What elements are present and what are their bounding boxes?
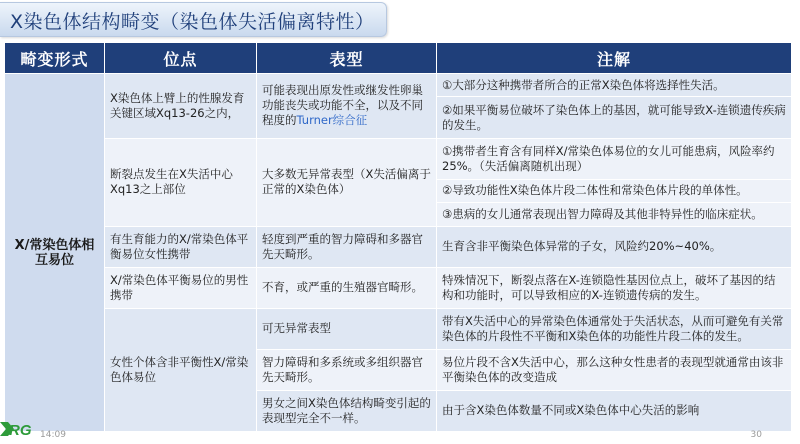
table-header-row <box>5 43 792 74</box>
turner-link[interactable]: Turner综合征 <box>296 113 368 128</box>
header-phenotype: 表型 <box>257 43 437 74</box>
note-cell: ①大部分这种携带者所合的正常X染色体将选择性失活。 <box>437 74 792 97</box>
page-number: 30 <box>750 430 762 440</box>
header-note: 注解 <box>437 43 792 74</box>
note-cell: 特殊情况下，断裂点落在X-连锁隐性基因位点上，破坏了基因的结构和功能时，可以导致相应的X-连锁遗传病的发生。 <box>437 267 792 308</box>
site-cell: 有生育能力的X/常染色体平衡易位女性携带 <box>105 226 257 267</box>
phenotype-cell: 轻度到严重的智力障碍和多器官先天畸形。 <box>257 226 437 267</box>
table-row <box>5 74 792 97</box>
note-cell: ③患病的女儿通常表现出智力障碍及其他非特异性的临床症状。 <box>437 203 792 226</box>
page-title: X染色体结构畸变（染色体失活偏离特性） <box>10 11 375 33</box>
aberration-table <box>4 42 792 432</box>
site-cell: X/常染色体平衡易位的男性携带 <box>105 267 257 308</box>
phenotype-cell: 可无异常表型 <box>257 308 437 349</box>
table-row <box>5 226 792 267</box>
note-cell: 生育含非平衡染色体异常的子女，风险约20%~40%。 <box>437 226 792 267</box>
note-cell: 由于含X染色体数量不同或X染色体中心失活的影响 <box>437 390 792 431</box>
svg-text:RG: RG <box>9 422 32 439</box>
site-cell: 女性个体含非平衡性X/常染色体易位 <box>105 308 257 431</box>
note-cell: ②导致功能性X染色体片段二体性和常染色体片段的单体性。 <box>437 179 792 202</box>
note-cell: 带有X失活中心的异常染色体通常处于失活状态，从而可避免有关常染色体的片段性不平衡和X染色体的功能性片段二体的发生。 <box>437 308 792 349</box>
table-row <box>5 138 792 179</box>
slide-date: 14:09 <box>40 430 66 440</box>
phenotype-cell: 智力障碍和多系统或多组织器官先天畸形。 <box>257 349 437 390</box>
header-site: 位点 <box>105 43 257 74</box>
aberration-type-cell: X/常染色体相互易位 <box>5 74 105 432</box>
table-row <box>5 308 792 349</box>
phenotype-cell: 男女之间X染色体结构畸变引起的表现型完全不一样。 <box>257 390 437 431</box>
title-banner <box>0 2 387 37</box>
phenotype-text: 可能表现出原发性或继发性卵巢功能丧失或功能不全，以及不同程度的 <box>262 83 423 128</box>
site-cell: X染色体上臂上的性腺发育关键区域Xq13-26之内， <box>105 74 257 139</box>
phenotype-cell: 不育，或严重的生殖器官畸形。 <box>257 267 437 308</box>
phenotype-cell <box>257 74 437 139</box>
phenotype-cell: 大多数无异常表型（X失活偏离于正常的X染色体） <box>257 138 437 226</box>
table-row <box>5 267 792 308</box>
note-cell: 易位片段不含X失活中心，那么这种女性患者的表现型就通常由该非平衡染色体的改变造成 <box>437 349 792 390</box>
note-cell: ②如果平衡易位破坏了染色体上的基因，就可能导致X-连锁遗传疾病的发生。 <box>437 97 792 138</box>
header-type: 畸变形式 <box>5 43 105 74</box>
site-cell: 断裂点发生在X失活中心Xq13之上部位 <box>105 138 257 226</box>
note-cell: ①携带者生育含有同样X/常染色体易位的女儿可能患病，风险率约25%。（失活偏离随机出现） <box>437 138 792 179</box>
logo-icon <box>0 418 36 440</box>
